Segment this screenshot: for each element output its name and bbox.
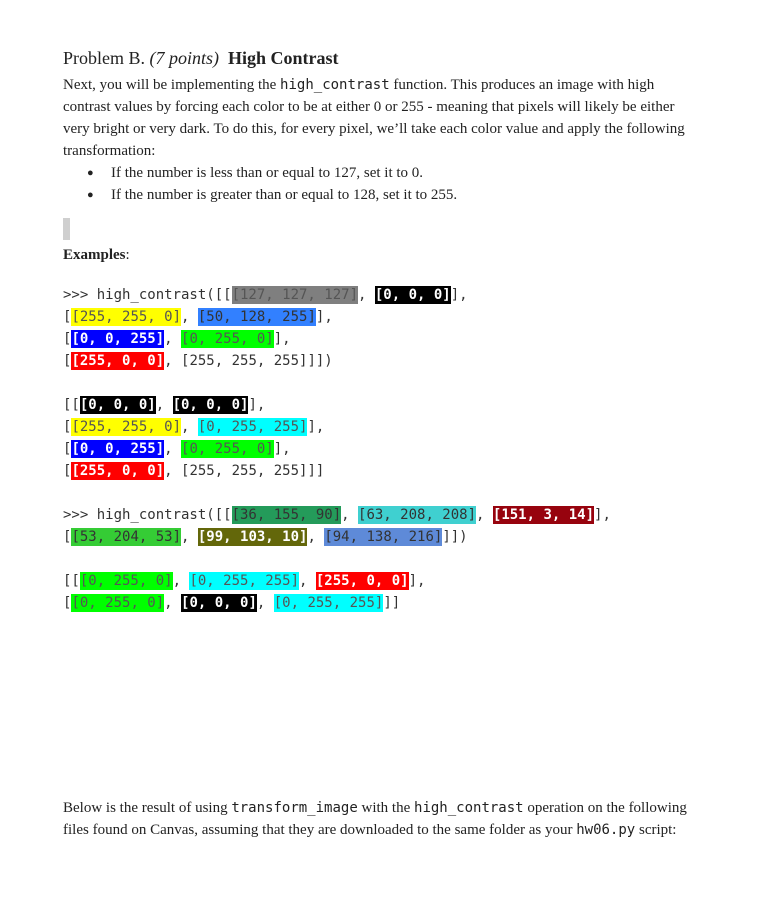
pixel-value: [255, 255, 0]: [71, 419, 182, 435]
code-line: [63, 306, 703, 328]
pixel-value: [0, 255, 0]: [181, 331, 274, 347]
pixel-value: [0, 0, 0]: [374, 287, 451, 303]
code-line: [63, 394, 703, 416]
code-text: ],: [273, 331, 291, 347]
code-text: ]]): [442, 529, 468, 545]
code-text: [: [63, 353, 72, 369]
code-text: >>> high_contrast([[: [63, 287, 232, 303]
code-text: [: [63, 595, 72, 611]
code-text: ],: [248, 397, 266, 413]
bottom-text-4: script:: [635, 822, 677, 838]
code-line: [63, 438, 703, 460]
problem-heading: [63, 46, 703, 70]
pixel-value: [0, 255, 255]: [273, 595, 384, 611]
pixel-value: [0, 255, 255]: [189, 573, 300, 589]
rule-item: ● If the number is less than or equal to 127, set it to 0.: [111, 162, 703, 184]
code-gap: [63, 482, 703, 504]
pixel-value: [0, 255, 0]: [71, 595, 165, 611]
pixel-value: [0, 255, 0]: [181, 441, 274, 457]
rule-item: ● If the number is greater than or equal to 128, set it to 255.: [111, 184, 703, 206]
pixel-value: [36, 155, 90]: [231, 507, 342, 523]
code-text: ,: [476, 507, 493, 523]
code-text: ],: [273, 441, 291, 457]
problem-section: [63, 46, 703, 614]
pixel-value: [127, 127, 127]: [231, 287, 359, 303]
code-text: [: [63, 419, 72, 435]
pixel-value: [50, 128, 255]: [197, 309, 316, 325]
code-line: [63, 284, 703, 306]
examples-label: [63, 244, 703, 266]
code-text: ],: [307, 419, 325, 435]
examples-code-block: [63, 284, 703, 614]
code-text: ],: [594, 507, 611, 523]
bottom-text-3: operation on the following files found on Canvas, assuming that they are downloaded to the same folder as your: [63, 800, 687, 838]
pixel-value: [0, 0, 255]: [71, 441, 165, 457]
code-line: [63, 350, 703, 372]
code-text: ,: [172, 573, 190, 589]
problem-number: Problem B.: [63, 48, 146, 68]
code-text: ,: [164, 441, 182, 457]
pixel-value: [0, 255, 0]: [79, 573, 173, 589]
pixel-value: [0, 0, 0]: [181, 595, 257, 611]
code-text: ,: [164, 331, 182, 347]
code-text: [[: [63, 397, 80, 413]
bottom-code-function: high_contrast: [414, 800, 524, 816]
code-line: [63, 570, 703, 592]
margin-marker: [63, 218, 70, 240]
code-text: ,: [341, 507, 359, 523]
code-text: ],: [450, 287, 468, 303]
code-line: [63, 526, 703, 548]
code-text: ,: [181, 419, 198, 435]
examples-colon: :: [125, 247, 130, 263]
code-line: [63, 592, 703, 614]
intro-text-1: Next, you will be implementing the: [63, 77, 281, 93]
bottom-paragraph: [63, 797, 703, 841]
code-text: ,: [307, 529, 325, 545]
code-text: ,: [181, 309, 198, 325]
code-text: [[: [63, 573, 80, 589]
pixel-value: [255, 0, 0]: [315, 573, 409, 589]
code-gap: [63, 372, 703, 394]
code-line: [63, 504, 703, 526]
code-text: , [255, 255, 255]]]: [164, 463, 325, 479]
code-text: ,: [299, 573, 316, 589]
code-text: [: [63, 331, 72, 347]
pixel-value: [151, 3, 14]: [492, 507, 595, 523]
pixel-value: [94, 138, 216]: [324, 529, 443, 545]
code-text: ],: [408, 573, 426, 589]
code-text: ],: [315, 309, 333, 325]
code-text: [: [63, 441, 72, 457]
code-text: ,: [155, 397, 173, 413]
code-text: , [255, 255, 255]]]): [164, 353, 333, 369]
pixel-value: [53, 204, 53]: [71, 529, 182, 545]
pixel-value: [0, 0, 0]: [79, 397, 156, 413]
code-line: [63, 416, 703, 438]
pixel-value: [255, 0, 0]: [71, 353, 165, 369]
code-gap: [63, 548, 703, 570]
problem-points: (7 points): [149, 48, 220, 68]
code-text: [: [63, 529, 72, 545]
intro-code-function: high_contrast: [280, 77, 390, 93]
code-text: ]]: [383, 595, 401, 611]
code-text: ,: [181, 529, 198, 545]
problem-title: High Contrast: [228, 48, 339, 68]
bottom-code-filename: hw06.py: [576, 822, 636, 838]
pixel-value: [255, 0, 0]: [71, 463, 165, 479]
pixel-value: [0, 0, 255]: [71, 331, 165, 347]
code-text: ,: [358, 287, 375, 303]
bottom-paragraph-wrap: [63, 797, 703, 841]
code-text: [: [63, 309, 72, 325]
bottom-text-1: Below is the result of using: [63, 800, 232, 816]
examples-label-text: Examples: [63, 247, 126, 263]
code-text: ,: [164, 595, 182, 611]
intro-text-2: function. This produces an image with high contrast values by forcing each color to be at either 0 or 255 - meaning that pixels will likely be either very bright or very dark. To do this, for every pixel, we’ll take each color value and apply the following transformation:: [63, 77, 685, 159]
pixel-value: [99, 103, 10]: [197, 529, 308, 545]
bottom-text-2: with the: [357, 800, 415, 816]
code-text: ,: [256, 595, 274, 611]
pixel-value: [0, 0, 0]: [172, 397, 249, 413]
intro-paragraph: [63, 74, 703, 162]
code-text: [: [63, 463, 72, 479]
pixel-value: [255, 255, 0]: [71, 309, 182, 325]
code-text: >>> high_contrast([[: [63, 507, 232, 523]
bottom-code-transform: transform_image: [231, 800, 358, 816]
pixel-value: [0, 255, 255]: [197, 419, 308, 435]
pixel-value: [63, 208, 208]: [358, 507, 477, 523]
code-line: [63, 460, 703, 482]
transformation-rules: [63, 162, 703, 206]
code-line: [63, 328, 703, 350]
